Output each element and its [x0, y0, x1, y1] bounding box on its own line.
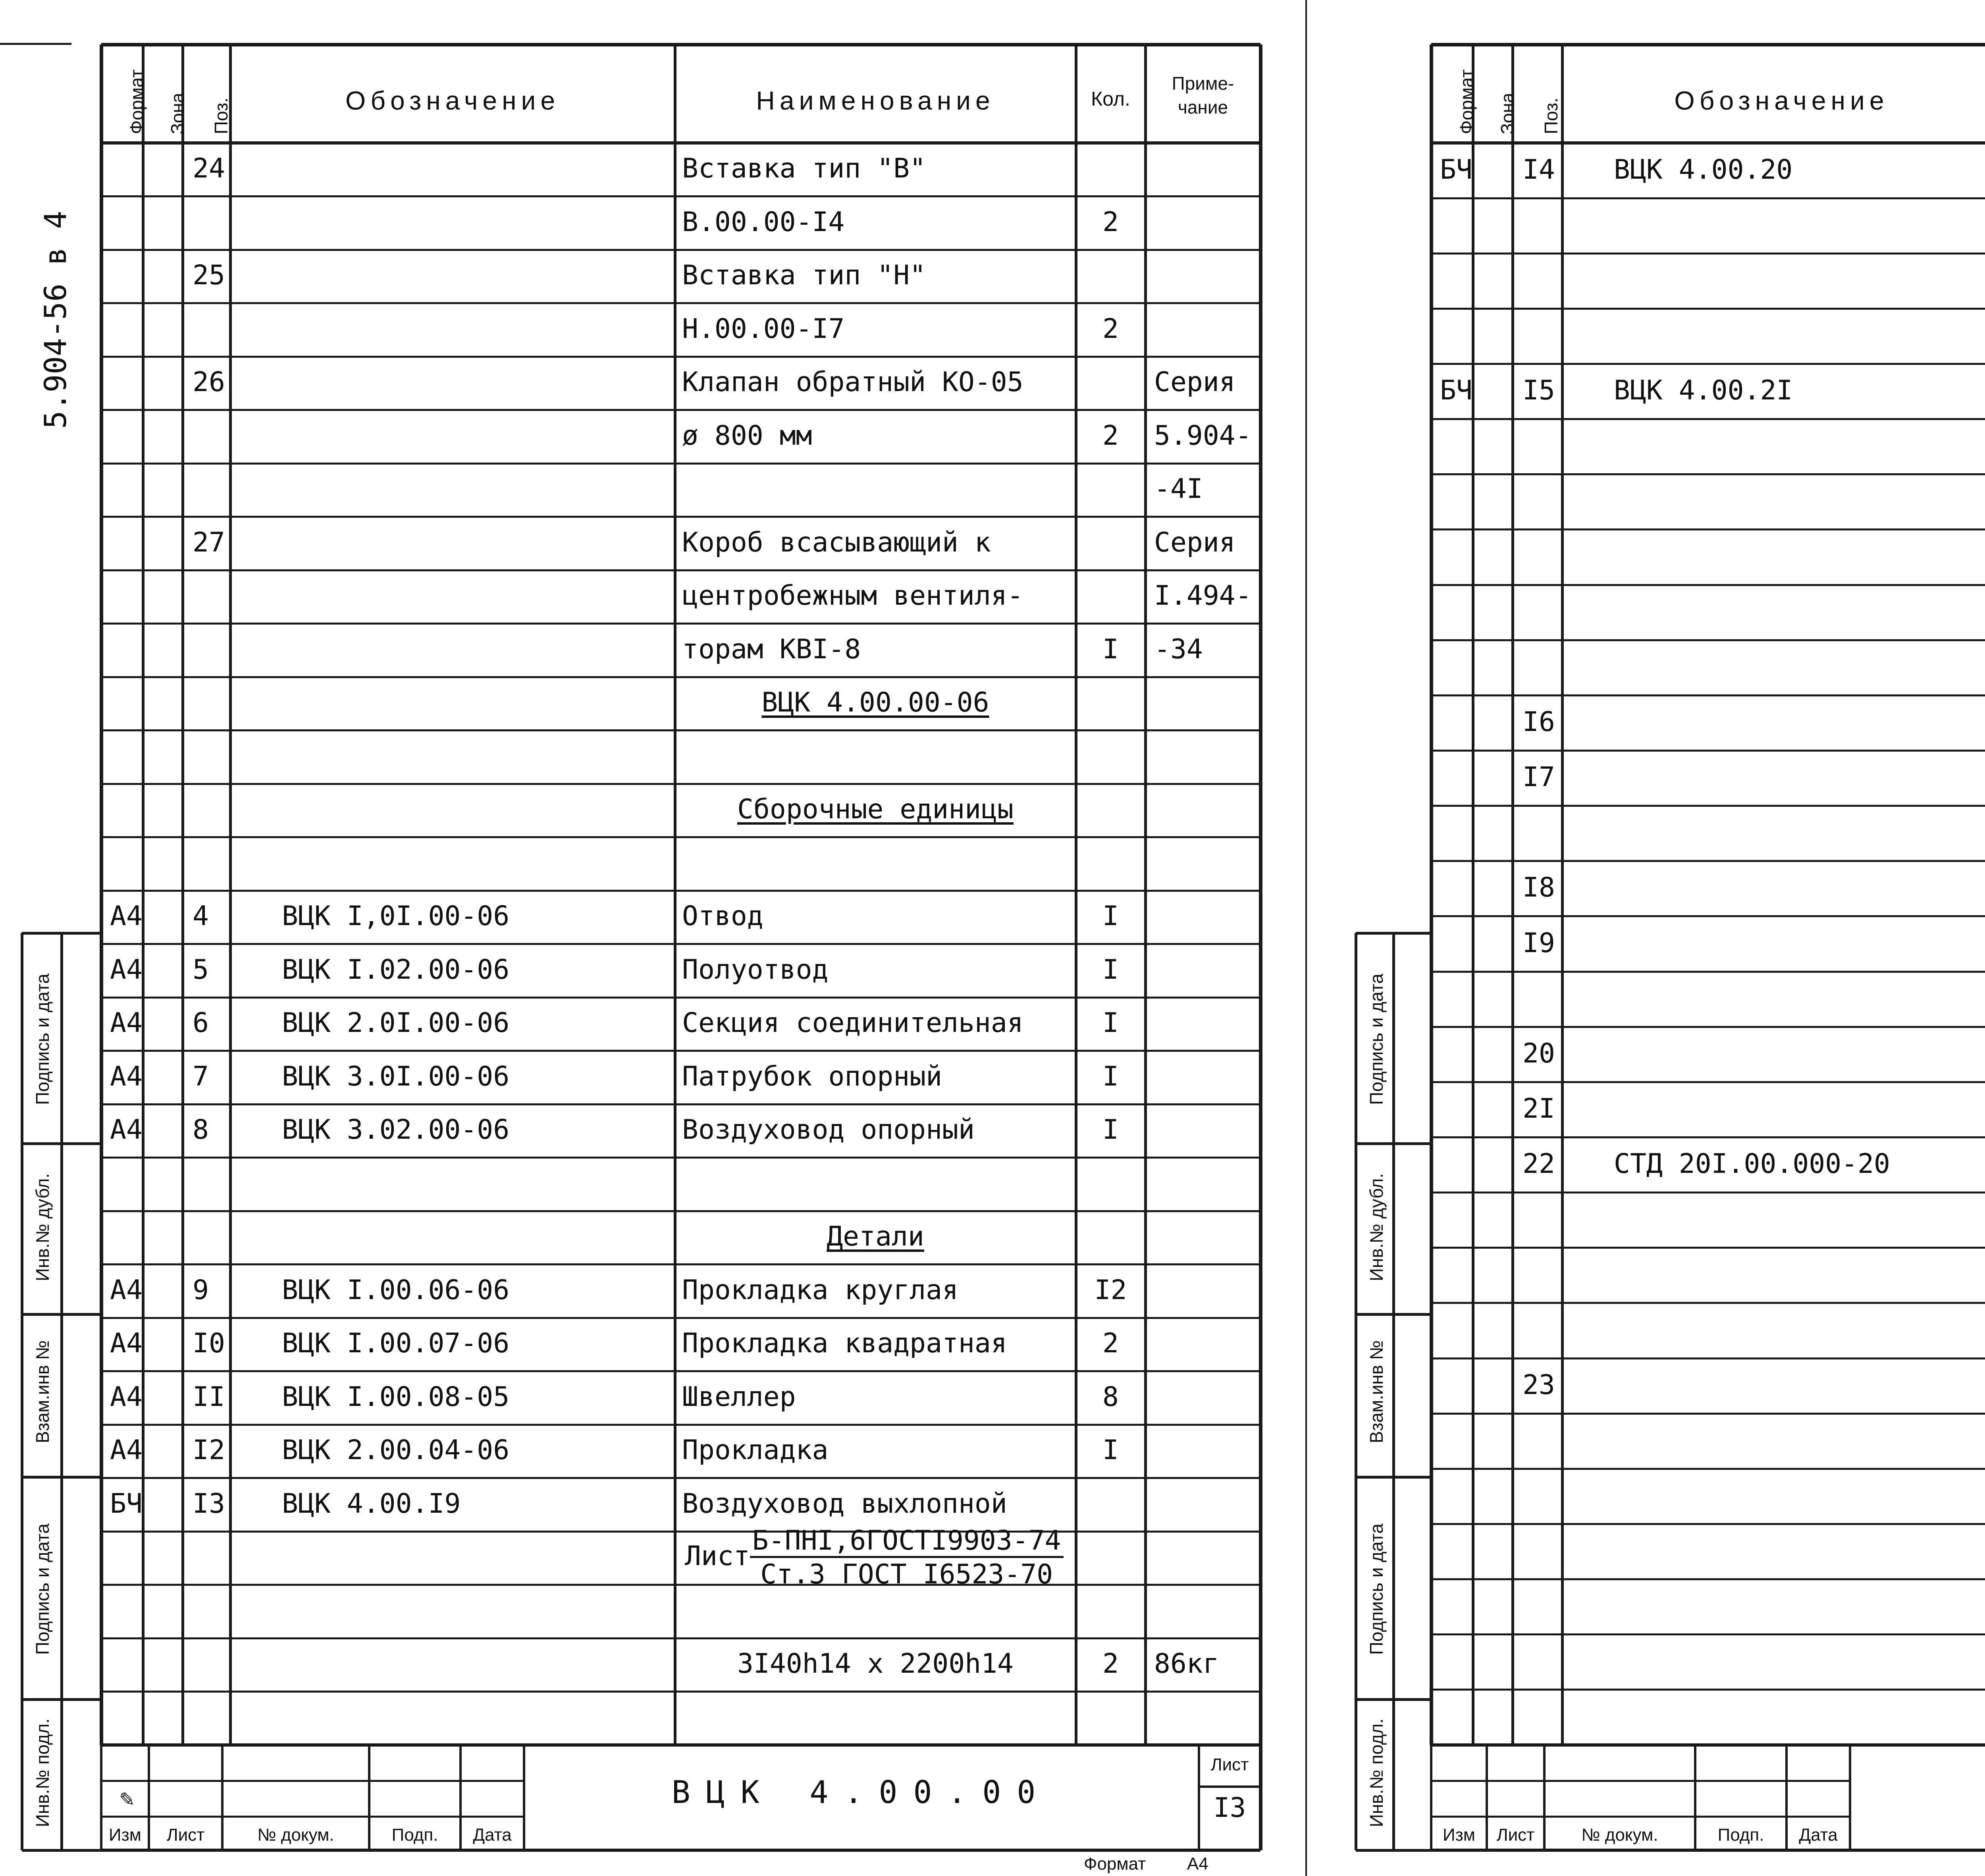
- right_rows-row-position: 23: [1522, 1369, 1555, 1401]
- left_rows-row-qty: 2: [1102, 420, 1119, 451]
- header-zone: Зона: [1497, 93, 1518, 134]
- margin-line: [1392, 933, 1395, 1850]
- left_rows-row-designation: ВЦК I.00.06-06: [282, 1274, 510, 1306]
- header-note: Приме- чание: [1172, 73, 1234, 118]
- right-column-line: [1430, 44, 1433, 1745]
- right_rows-row-position: 20: [1522, 1037, 1555, 1069]
- stamp-col-label: Дата: [473, 1825, 512, 1845]
- left-row-line: [101, 1637, 1260, 1639]
- left_rows-row-format: А4: [110, 1328, 143, 1359]
- left_rows-row-qty: I: [1102, 1060, 1119, 1092]
- right_rows-row-position: I7: [1522, 762, 1555, 793]
- stamp-line: [1431, 1849, 1985, 1852]
- left-row-line: [101, 623, 1260, 625]
- left_rows-row-qty: I2: [1094, 1274, 1127, 1306]
- right-column-line: [1511, 44, 1514, 1745]
- left_rows-row-position: 4: [193, 900, 209, 932]
- left-row-line: [101, 1157, 1260, 1159]
- margin-label: Инв.№ подл.: [32, 1718, 53, 1827]
- margin-divider: [22, 1476, 101, 1479]
- right_rows-row-format: БЧ: [1440, 375, 1472, 407]
- right-row-line: [1431, 1357, 1985, 1359]
- left_rows-row-name: Вставка тип "В": [682, 153, 926, 185]
- right-row-line: [1431, 971, 1985, 973]
- left_rows-row-dimensions: 3I40h14 x 2200h14: [737, 1648, 1014, 1680]
- right-column-line: [1472, 44, 1474, 1745]
- left_rows-row-name: Отвод: [682, 900, 763, 932]
- header-pos: Поз.: [1541, 98, 1561, 134]
- left-row-line: [101, 1263, 1260, 1265]
- header-zone: Зона: [167, 93, 188, 134]
- left-column-line: [1259, 44, 1262, 1745]
- stamp-col-label: Подп.: [391, 1825, 438, 1845]
- left_rows-section-heading: Детали: [827, 1221, 924, 1253]
- left-row-line: [101, 1317, 1260, 1319]
- left_rows-row-designation: ВЦК I.00.08-05: [282, 1381, 510, 1413]
- right-row-line: [1431, 363, 1985, 365]
- left_rows-row-qty: I: [1102, 633, 1119, 665]
- left-row-line: [101, 997, 1260, 999]
- stamp-line: [1199, 1785, 1260, 1788]
- left_rows-row-format: А4: [110, 1274, 143, 1306]
- right-row-line: [1431, 1247, 1985, 1249]
- left-row-line: [101, 1103, 1260, 1105]
- left_rows-row-note: 86кг: [1154, 1648, 1219, 1680]
- left_rows-row-qty: I: [1102, 954, 1119, 985]
- right-row-line: [1431, 860, 1985, 862]
- left_rows-row-note: -4I: [1154, 473, 1203, 505]
- left_rows-row-name: Вставка тип "Н": [682, 260, 926, 291]
- right_rows-row-designation: СТД 20I.00.000-20: [1614, 1148, 1890, 1180]
- margin-divider: [1356, 1476, 1431, 1479]
- margin-label: Подпись и дата: [32, 1523, 53, 1655]
- stamp-col-label: Дата: [1799, 1825, 1838, 1845]
- left_rows-row-position: II: [193, 1381, 225, 1413]
- left_rows-row-note: 5.904-: [1154, 420, 1252, 451]
- right-row-line: [1431, 1468, 1985, 1470]
- left_rows-row-format: А4: [110, 1381, 143, 1413]
- left_rows-row-name: Н.00.00-I7: [682, 313, 845, 345]
- header-format: Формат: [126, 69, 147, 134]
- right_rows-row-position: 22: [1522, 1148, 1555, 1180]
- stamp-line: [101, 1743, 1260, 1747]
- left-row-line: [101, 463, 1260, 465]
- header-name: Наименование: [756, 86, 995, 115]
- margin-label: Взам.инв №: [32, 1340, 53, 1443]
- format-value: А4: [1187, 1854, 1208, 1874]
- header-pos: Поз.: [211, 98, 231, 134]
- format-label: Формат: [1084, 1854, 1146, 1874]
- right-row-line: [1431, 1136, 1985, 1138]
- header-format: Формат: [1456, 69, 1477, 134]
- left_rows-row-designation: ВЦК 4.00.I9: [282, 1488, 461, 1519]
- left-column-line: [1144, 44, 1147, 1745]
- left-row-line: [101, 1050, 1260, 1052]
- right-row-line: [1431, 805, 1985, 807]
- stamp-col-label: № докум.: [1581, 1825, 1658, 1845]
- margin-label: Подпись и дата: [32, 974, 53, 1105]
- right-row-line: [1431, 1081, 1985, 1083]
- left_rows-section-heading: Сборочные единицы: [737, 794, 1014, 825]
- right-row-line: [1431, 1523, 1985, 1525]
- right-header-bottom: [1431, 141, 1985, 145]
- left_rows-row-qty: 2: [1102, 1648, 1119, 1680]
- left_rows-row-qty: I: [1102, 900, 1119, 932]
- right-row-line: [1431, 694, 1985, 696]
- left-header-bottom: [101, 141, 1260, 145]
- right-row-line: [1431, 915, 1985, 917]
- left_rows-row-name: Клапан обратный КО-05: [682, 366, 1023, 398]
- right-row-line: [1431, 584, 1985, 586]
- right_rows-row-position: I8: [1522, 872, 1555, 904]
- left_rows-row-qty: I: [1102, 1434, 1119, 1466]
- right-row-line: [1431, 1192, 1985, 1193]
- margin-divider: [1356, 1849, 1431, 1852]
- margin-divider: [1356, 1142, 1431, 1145]
- header-designation: Обозначение: [345, 86, 560, 115]
- left-row-line: [101, 676, 1260, 678]
- left_rows-row-designation: ВЦК I.02.00-06: [282, 954, 510, 985]
- right-row-line: [1431, 1026, 1985, 1028]
- doc-code-vertical: 5.904-56 в 4: [38, 210, 73, 429]
- left_rows-row-designation: ВЦК 3.0I.00-06: [282, 1060, 510, 1092]
- margin-line: [60, 933, 63, 1850]
- left-row-line: [101, 516, 1260, 518]
- stamp-line: [101, 1849, 1260, 1852]
- header-qty: Кол.: [1091, 88, 1130, 110]
- left-row-line: [101, 1210, 1260, 1212]
- left_rows-row-position: I0: [193, 1328, 225, 1359]
- right-row-line: [1431, 1578, 1985, 1580]
- margin-divider: [22, 1142, 101, 1145]
- left_rows-row-name: Прокладка квадратная: [682, 1328, 1007, 1359]
- right-row-line: [1431, 639, 1985, 641]
- left-row-line: [101, 1584, 1260, 1586]
- right_rows-row-position: I9: [1522, 927, 1555, 959]
- fraction-prefix: Лист: [685, 1541, 750, 1572]
- right_rows-row-position: I5: [1522, 375, 1555, 407]
- margin-divider: [1356, 1698, 1431, 1701]
- right_rows-row-designation: ВЦК 4.00.2I: [1614, 375, 1793, 407]
- margin-label: Инв.№ подл.: [1366, 1718, 1387, 1827]
- right_rows-row-position: I6: [1522, 706, 1555, 738]
- left-top-border: [101, 43, 1260, 46]
- left_rows-row-position: 26: [193, 366, 225, 398]
- left_rows-row-qty: 8: [1102, 1381, 1119, 1413]
- left_rows-row-name: Короб всасывающий к: [682, 526, 991, 558]
- right_rows-row-format: БЧ: [1440, 154, 1472, 185]
- left-sheet-material-fraction: [685, 1527, 1064, 1588]
- left_rows-row-name: Воздуховод опорный: [682, 1114, 975, 1146]
- left_rows-row-position: I2: [193, 1434, 225, 1466]
- left_rows-row-format: А4: [110, 1434, 143, 1466]
- left_rows-row-name: Прокладка: [682, 1434, 829, 1466]
- left-column-line: [674, 44, 676, 1745]
- left-row-line: [101, 356, 1260, 358]
- right-row-line: [1431, 418, 1985, 420]
- left_rows-row-format: А4: [110, 1114, 143, 1146]
- left_rows-row-designation: ВЦК 3.02.00-06: [282, 1114, 510, 1146]
- left_rows-row-qty: 2: [1102, 206, 1119, 238]
- right-row-line: [1431, 253, 1985, 255]
- stamp-sheet-label: Лист: [1210, 1755, 1249, 1774]
- left-row-line: [101, 836, 1260, 838]
- left_rows-row-designation: ВЦК I,0I.00-06: [282, 900, 510, 932]
- right-row-line: [1431, 1413, 1985, 1415]
- left_rows-row-name: В.00.00-I4: [682, 206, 845, 238]
- right-row-line: [1431, 750, 1985, 752]
- right-column-line: [1561, 44, 1564, 1745]
- margin-label: Взам.инв №: [1366, 1340, 1387, 1443]
- margin-line: [21, 933, 23, 1850]
- margin-divider: [1356, 932, 1431, 935]
- left-row-line: [101, 195, 1260, 197]
- fraction-bottom: Ст.3 ГОСТ I6523-70: [760, 1559, 1053, 1590]
- page-divider: [1305, 0, 1307, 1876]
- stamp-title: [1850, 1769, 1985, 1805]
- left-column-line: [229, 44, 232, 1745]
- left_rows-row-note: Серия: [1154, 366, 1235, 398]
- left_rows-row-name: Воздуховод выхлопной: [682, 1488, 1007, 1519]
- left_rows-row-note: -34: [1154, 633, 1203, 665]
- stamp-sheet-number: I3: [1213, 1792, 1246, 1824]
- left-row-line: [101, 1531, 1260, 1533]
- stamp-col-label: Изм: [1442, 1825, 1476, 1845]
- left_rows-row-qty: I: [1102, 1114, 1119, 1146]
- stamp-line: [1431, 1743, 1985, 1747]
- right-row-line: [1431, 197, 1985, 199]
- left-row-line: [101, 409, 1260, 411]
- margin-label: Инв.№ дубл.: [32, 1173, 53, 1281]
- left_rows-row-note: I.494-: [1154, 580, 1252, 612]
- margin-divider: [1356, 1313, 1431, 1316]
- left-row-line: [101, 569, 1260, 571]
- left_rows-row-designation: ВЦК 2.00.04-06: [282, 1434, 510, 1466]
- right-row-line: [1431, 473, 1985, 475]
- left-column-line: [181, 44, 184, 1745]
- left_rows-row-position: I3: [193, 1488, 225, 1519]
- left_rows-row-position: 6: [193, 1007, 209, 1039]
- left-column-line: [1075, 44, 1077, 1745]
- left_rows-row-name: Патрубок опорный: [682, 1060, 942, 1092]
- left_rows-row-position: 9: [193, 1274, 209, 1306]
- left_rows-row-qty: 2: [1102, 1328, 1119, 1359]
- stamp-col-label: Изм: [108, 1825, 142, 1845]
- left-row-line: [101, 783, 1260, 785]
- margin-divider: [22, 1849, 101, 1852]
- left_rows-row-format: А4: [110, 954, 143, 985]
- left_rows-row-name: центробежным вентиля-: [682, 580, 1023, 612]
- stamp-col-label: № докум.: [257, 1825, 334, 1845]
- margin-line: [1355, 933, 1357, 1850]
- left_rows-row-position: 27: [193, 526, 225, 558]
- stamp-title: ВЦК 4.00.00: [671, 1775, 1052, 1810]
- right-row-line: [1431, 1633, 1985, 1635]
- stamp-col-label: Лист: [1496, 1825, 1535, 1845]
- left_rows-row-position: 24: [193, 153, 225, 185]
- left-row-line: [101, 302, 1260, 304]
- left_rows-row-name: Секция соединительная: [682, 1007, 1023, 1039]
- margin-label: Подпись и дата: [1366, 974, 1387, 1105]
- left-row-line: [101, 249, 1260, 251]
- right-row-line: [1431, 528, 1985, 530]
- left_rows-row-name: Прокладка круглая: [682, 1274, 958, 1306]
- left_rows-row-qty: 2: [1102, 313, 1119, 345]
- left_rows-row-format: А4: [110, 900, 143, 932]
- margin-label: Подпись и дата: [1366, 1523, 1387, 1655]
- left_rows-row-name: Швеллер: [682, 1381, 796, 1413]
- left-row-line: [101, 1370, 1260, 1372]
- pen-mark: ✎: [119, 1789, 135, 1810]
- right-top-border: [1431, 43, 1985, 46]
- left-column-line: [100, 44, 103, 1745]
- left_rows-row-qty: I: [1102, 1007, 1119, 1039]
- left_rows-row-position: 25: [193, 260, 225, 291]
- right-row-line: [1431, 1689, 1985, 1691]
- stamp-col-label: Подп.: [1717, 1825, 1764, 1845]
- left_rows-row-designation: ВЦК 2.0I.00-06: [282, 1007, 510, 1039]
- right_rows-row-designation: ВЦК 4.00.20: [1614, 154, 1793, 185]
- right_rows-row-position: I4: [1522, 154, 1555, 185]
- left-row-line: [101, 1477, 1260, 1479]
- left_rows-section-heading: ВЦК 4.00.00-06: [761, 687, 989, 719]
- stamp-col-label: Лист: [166, 1825, 205, 1845]
- margin-label: Инв.№ дубл.: [1366, 1173, 1387, 1281]
- left_rows-row-format: А4: [110, 1060, 143, 1092]
- left_rows-row-name: ø 800 мм: [682, 420, 812, 451]
- corner-dash: [0, 43, 71, 45]
- margin-divider: [22, 932, 101, 935]
- fraction-top: Б-ПНI,6ГОСТI9903-74: [750, 1527, 1064, 1558]
- right-row-line: [1431, 1302, 1985, 1304]
- margin-divider: [22, 1698, 101, 1701]
- header-designation: Обозначение: [1674, 86, 1889, 115]
- left_rows-row-position: 7: [193, 1060, 209, 1092]
- left_rows-row-name: торам КВI-8: [682, 633, 861, 665]
- left-row-line: [101, 890, 1260, 892]
- left_rows-row-position: 5: [193, 954, 209, 985]
- right-row-line: [1431, 308, 1985, 310]
- left_rows-row-format: БЧ: [110, 1488, 143, 1519]
- left_rows-row-position: 8: [193, 1114, 209, 1146]
- left-row-line: [101, 1424, 1260, 1426]
- left_rows-row-name: Полуотвод: [682, 954, 829, 985]
- left-row-line: [101, 943, 1260, 945]
- right_rows-row-position: 2I: [1522, 1093, 1555, 1124]
- left-row-line: [101, 1691, 1260, 1693]
- fraction: [750, 1527, 1064, 1588]
- left_rows-row-note: Серия: [1154, 526, 1235, 558]
- left-row-line: [101, 729, 1260, 731]
- left_rows-row-designation: ВЦК I.00.07-06: [282, 1328, 510, 1359]
- margin-divider: [22, 1313, 101, 1316]
- left_rows-row-format: А4: [110, 1007, 143, 1039]
